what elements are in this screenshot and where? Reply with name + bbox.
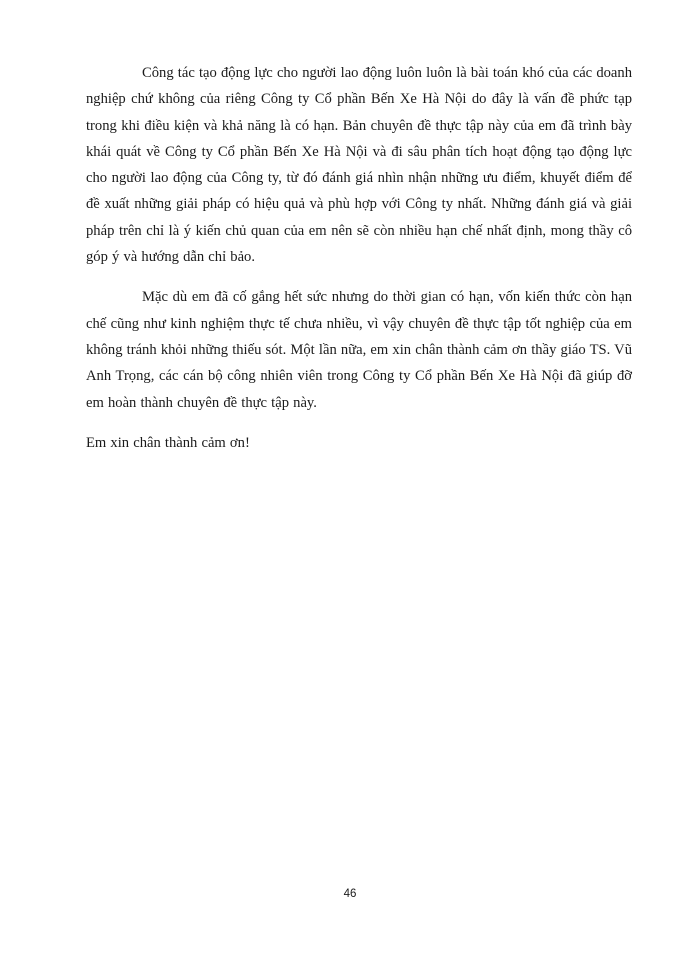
closing-line: Em xin chân thành cảm ơn! <box>86 434 250 451</box>
page-number: 46 <box>343 888 357 900</box>
paragraph-summary: Công tác tạo động lực cho người lao động luôn luôn là bài toán khó của các doanh nghiệp chứ không của riêng Công ty Cổ phần Bến Xe Hà Nội do đây là vấn đề phức tạp trong khi điều kiện và khả năng là có hạn. Bản chuyên đề thực tập này của em đã trình bày khái quát về Công ty Cổ phần Bến Xe Hà Nội và đi sâu phân tích hoạt động tạo động lực cho người lao động của Công ty, từ đó đánh giá nhìn nhận những ưu điểm, khuyết điểm để đề xuất những giải pháp có hiệu quả và phù hợp với Công ty nhất. Những đánh giá và giải pháp trên chỉ là ý kiến chủ quan của em nên sẽ còn nhiều hạn chế nhất định, mong thầy cô góp ý và hướng dẫn chỉ bảo. <box>86 65 632 266</box>
paragraph-acknowledgement: Mặc dù em đã cố gắng hết sức nhưng do thời gian có hạn, vốn kiến thức còn hạn chế cũng như kinh nghiệm thực tế chưa nhiều, vì vậy chuyên đề thực tập tốt nghiệp của em không tránh khỏi những thiếu sót. Một lần nữa, em xin chân thành cảm ơn thầy giáo TS. Vũ Anh Trọng, các cán bộ công nhiên viên trong Công ty Cổ phần Bến Xe Hà Nội đã giúp đỡ em hoàn thành chuyên đề thực tập này. <box>86 289 632 411</box>
document-body <box>86 60 632 470</box>
